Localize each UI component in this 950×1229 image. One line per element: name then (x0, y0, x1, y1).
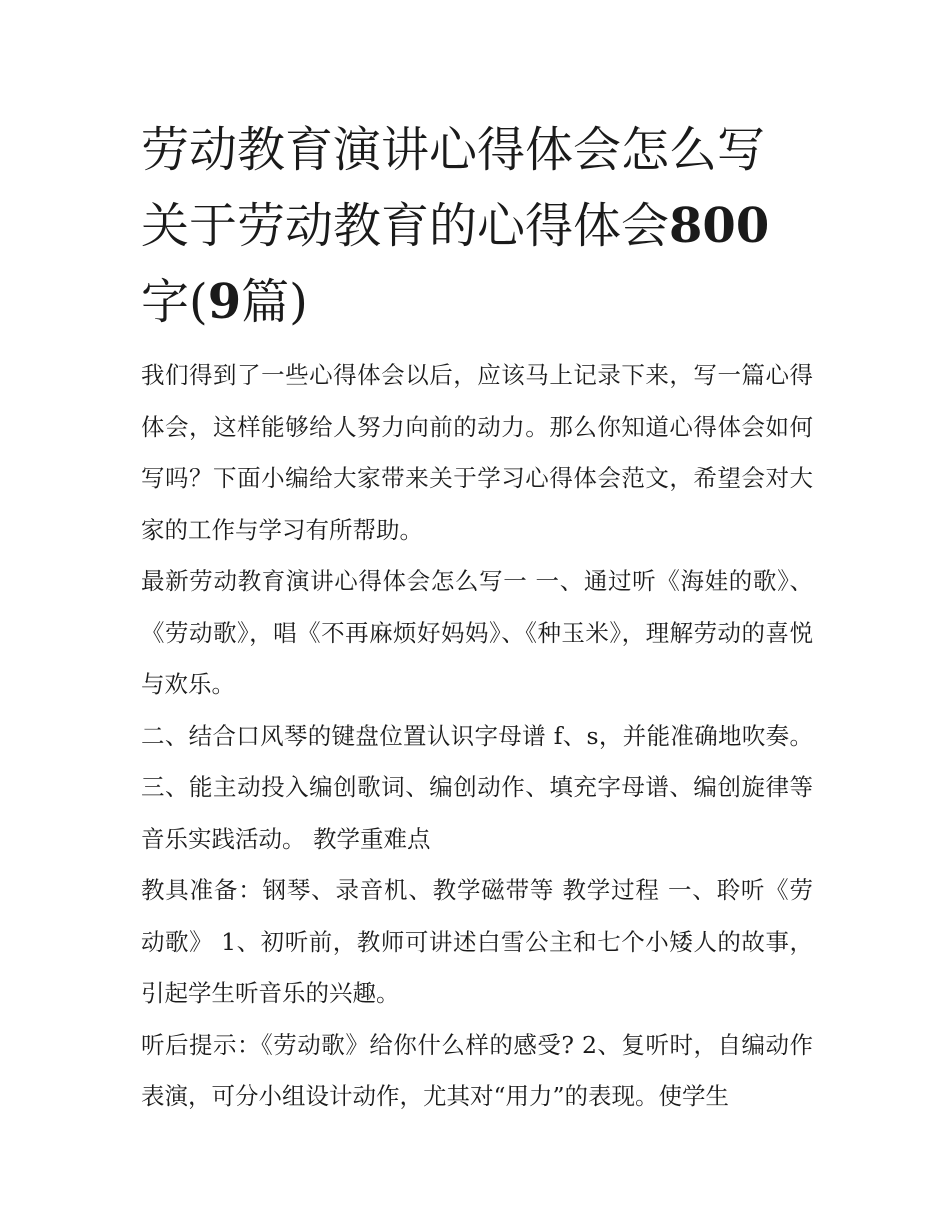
title-line-2-text: 关于劳动教育的心得体会 (141, 198, 670, 254)
document-title (141, 112, 813, 340)
title-article-count: 9 (207, 274, 242, 330)
paragraph-teaching-process: 教具准备：钢琴、录音机、教学磁带等 教学过程 一、聆听《劳动歌》 1、初听前，教师可讲述白雪公主和七个小矮人的故事，引起学生听音乐的兴趣。 (141, 876, 813, 1007)
title-line-3-text: 字( (141, 274, 208, 330)
paragraph-objective-2-3: 二、结合口风琴的键盘位置认识字母谱 f、s，并能准确地吹奏。 三、能主动投入编创歌词、编创动作、填充字母谱、编创旋律等音乐实践活动。 教学重难点 (141, 721, 813, 853)
title-line-1: 劳动教育演讲心得体会怎么写 (141, 122, 766, 178)
document-body (141, 112, 813, 1123)
title-word-count: 800 (669, 198, 770, 254)
paragraph-intro: 我们得到了一些心得体会以后，应该马上记录下来，写一篇心得体会，这样能够给人努力向前的动力。那么你知道心得体会如何写吗？下面小编给大家带来关于学习心得体会范文，希望会对大家的工作与学习有所帮助。 (141, 361, 813, 544)
paragraph-objective-1: 最新劳动教育演讲心得体会怎么写一 一、通过听《海娃的歌》、《劳动歌》，唱《不再麻烦好妈妈》、《种玉米》，理解劳动的喜悦与欢乐。 (141, 567, 813, 698)
paragraph-after-listening: 听后提示：《劳动歌》给你什么样的感受? 2、复听时，自编动作表演，可分小组设计动作，尤其对“用力”的表现。使学生 (141, 1030, 813, 1110)
title-line-3-suffix: 篇) (241, 274, 308, 330)
